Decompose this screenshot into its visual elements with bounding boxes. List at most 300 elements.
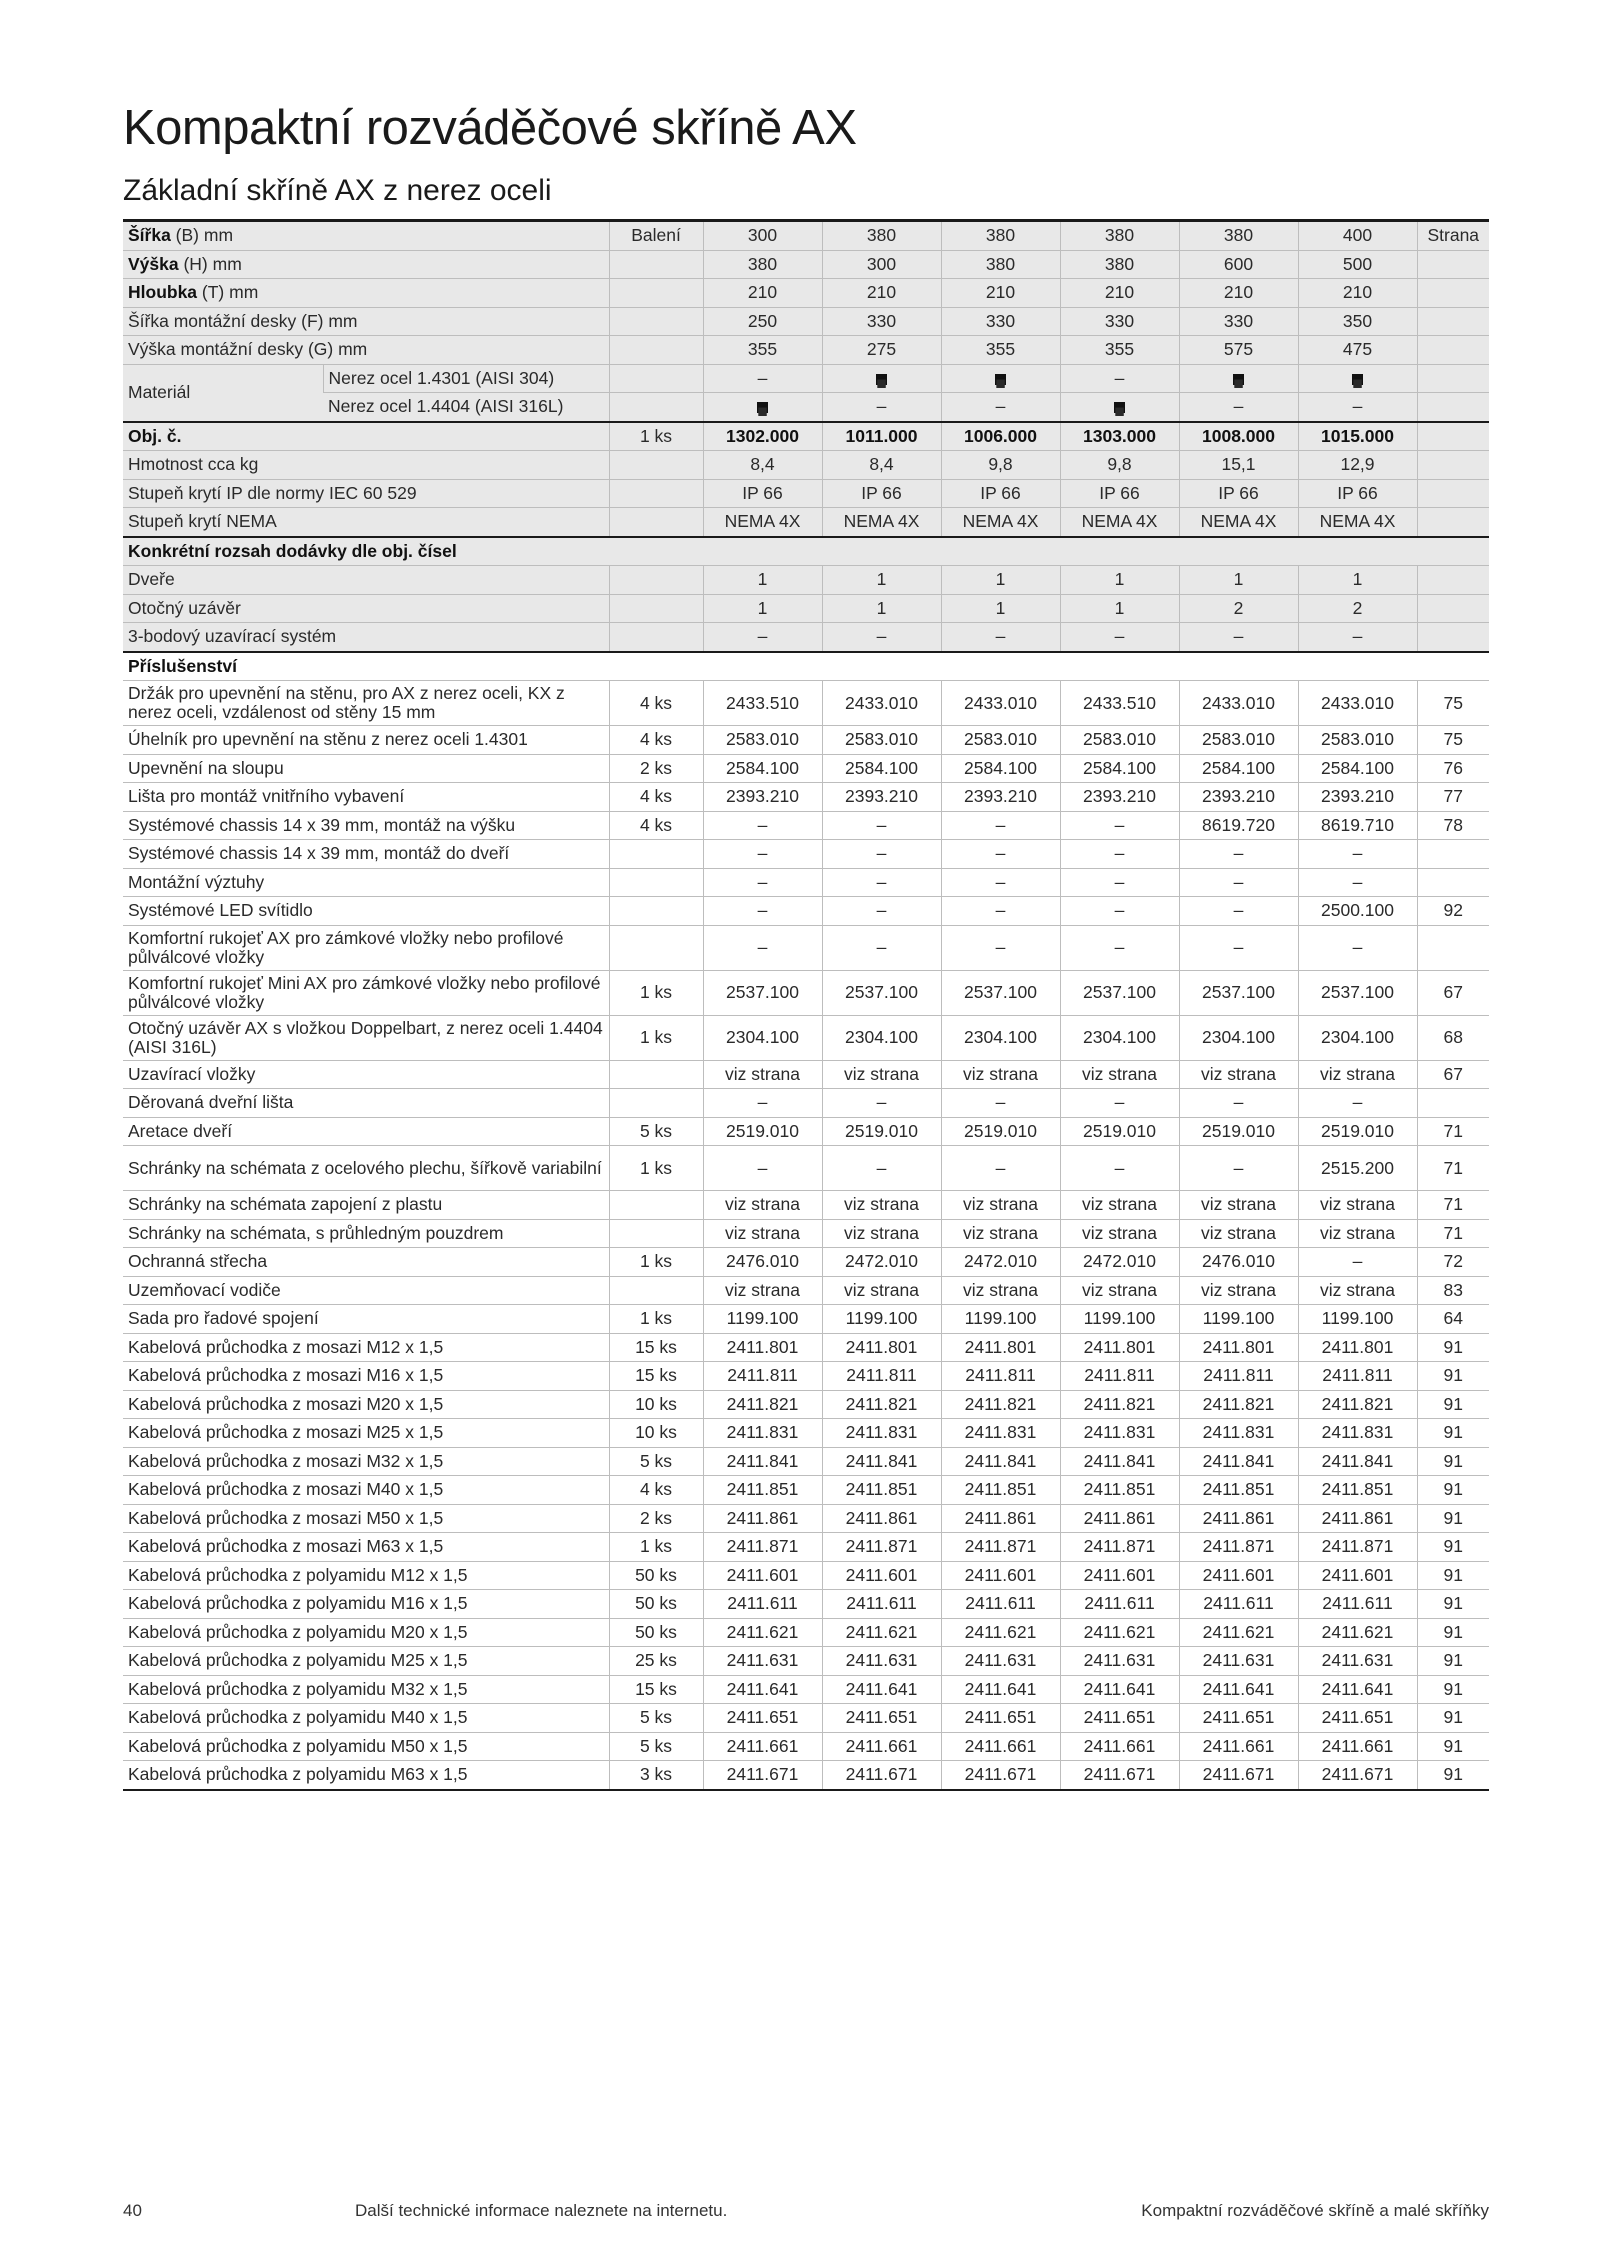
value-cell bbox=[941, 364, 1060, 393]
table-row bbox=[123, 623, 1489, 652]
row-label: Stupeň krytí IP dle normy IEC 60 529 bbox=[123, 479, 609, 508]
value-cell: 575 bbox=[1179, 336, 1298, 365]
value-cell: viz strana bbox=[1060, 1191, 1179, 1220]
label-rest: (B) mm bbox=[170, 225, 234, 246]
row-label: Kabelová průchodka z polyamidu M12 x 1,5 bbox=[123, 1561, 609, 1590]
value-cell: 210 bbox=[1179, 279, 1298, 308]
value-cell: 2411.841 bbox=[822, 1447, 941, 1476]
packaging-cell: 10 ks bbox=[609, 1390, 703, 1419]
value-cell: 2411.621 bbox=[1179, 1618, 1298, 1647]
value-cell: 2411.851 bbox=[1298, 1476, 1417, 1505]
page-ref-cell: 77 bbox=[1417, 783, 1489, 812]
page-ref-cell: 75 bbox=[1417, 726, 1489, 755]
value-cell: 1199.100 bbox=[703, 1305, 822, 1334]
value-cell: 2411.621 bbox=[1298, 1618, 1417, 1647]
row-label: Kabelová průchodka z polyamidu M20 x 1,5 bbox=[123, 1618, 609, 1647]
value-cell: 2411.821 bbox=[1179, 1390, 1298, 1419]
empty-cell bbox=[1417, 422, 1489, 451]
value-cell: 2411.831 bbox=[1060, 1419, 1179, 1448]
value-cell: – bbox=[941, 868, 1060, 897]
value-cell: viz strana bbox=[1060, 1276, 1179, 1305]
value-cell: 2583.010 bbox=[941, 726, 1060, 755]
value-cell: – bbox=[941, 897, 1060, 926]
table-row bbox=[123, 652, 1489, 681]
value-cell: – bbox=[703, 897, 822, 926]
value-cell: 2411.651 bbox=[1060, 1704, 1179, 1733]
value-cell: 1 bbox=[941, 566, 1060, 595]
value-cell: 2304.100 bbox=[1060, 1015, 1179, 1060]
table-row bbox=[123, 307, 1489, 336]
value-cell: 210 bbox=[703, 279, 822, 308]
value-cell: 2411.641 bbox=[703, 1675, 822, 1704]
header-packaging: Balení bbox=[609, 221, 703, 251]
value-cell: – bbox=[1179, 1146, 1298, 1191]
value-cell: 2411.801 bbox=[1298, 1333, 1417, 1362]
value-cell: 330 bbox=[1060, 307, 1179, 336]
value-cell: 2411.811 bbox=[1060, 1362, 1179, 1391]
value-cell: 2393.210 bbox=[703, 783, 822, 812]
label-rest: (T) mm bbox=[197, 282, 259, 303]
table-row bbox=[123, 1015, 1489, 1060]
value-cell: 2433.010 bbox=[822, 681, 941, 726]
row-label: Výška montážní desky (G) mm bbox=[123, 336, 609, 365]
value-cell: 2411.661 bbox=[822, 1732, 941, 1761]
value-cell: 2537.100 bbox=[822, 970, 941, 1015]
packaging-cell: 4 ks bbox=[609, 811, 703, 840]
packaging-cell bbox=[609, 897, 703, 926]
value-cell: – bbox=[822, 811, 941, 840]
table-row bbox=[123, 1117, 1489, 1146]
value-cell: 2411.861 bbox=[1298, 1504, 1417, 1533]
table-row bbox=[123, 1675, 1489, 1704]
value-cell: – bbox=[703, 623, 822, 652]
value-cell: 500 bbox=[1298, 250, 1417, 279]
value-cell: viz strana bbox=[822, 1191, 941, 1220]
value-cell: viz strana bbox=[703, 1276, 822, 1305]
value-cell: 2411.861 bbox=[1060, 1504, 1179, 1533]
empty-cell bbox=[1417, 594, 1489, 623]
table-row bbox=[123, 1504, 1489, 1533]
value-cell: 2500.100 bbox=[1298, 897, 1417, 926]
value-cell: 355 bbox=[1060, 336, 1179, 365]
row-label: Ochranná střecha bbox=[123, 1248, 609, 1277]
value-cell: 2411.641 bbox=[822, 1675, 941, 1704]
packaging-cell: 3 ks bbox=[609, 1761, 703, 1790]
table-row bbox=[123, 1089, 1489, 1118]
value-cell: – bbox=[703, 868, 822, 897]
value-cell: 1303.000 bbox=[1060, 422, 1179, 451]
value-cell: – bbox=[703, 925, 822, 970]
value-cell: viz strana bbox=[941, 1219, 1060, 1248]
value-cell: – bbox=[941, 1146, 1060, 1191]
value-cell: IP 66 bbox=[822, 479, 941, 508]
value-cell: 2 bbox=[1298, 594, 1417, 623]
value-cell: 2411.831 bbox=[703, 1419, 822, 1448]
value-cell: 2411.871 bbox=[1060, 1533, 1179, 1562]
row-label: Kabelová průchodka z polyamidu M40 x 1,5 bbox=[123, 1704, 609, 1733]
value-cell: 2411.841 bbox=[941, 1447, 1060, 1476]
table-row bbox=[123, 681, 1489, 726]
value-cell: – bbox=[822, 897, 941, 926]
value-cell: 2411.861 bbox=[941, 1504, 1060, 1533]
value-cell: 2411.671 bbox=[1179, 1761, 1298, 1790]
value-cell: 2411.821 bbox=[1298, 1390, 1417, 1419]
value-cell: 2411.841 bbox=[1298, 1447, 1417, 1476]
value-cell: 2411.601 bbox=[941, 1561, 1060, 1590]
value-cell: 2411.601 bbox=[703, 1561, 822, 1590]
value-cell: 1 bbox=[703, 566, 822, 595]
value-cell: 2411.631 bbox=[941, 1647, 1060, 1676]
value-cell: – bbox=[822, 1146, 941, 1191]
value-cell: 2411.631 bbox=[1298, 1647, 1417, 1676]
value-cell: 2411.651 bbox=[1298, 1704, 1417, 1733]
packaging-cell bbox=[609, 868, 703, 897]
value-cell: 210 bbox=[1060, 279, 1179, 308]
value-cell: 2433.010 bbox=[1298, 681, 1417, 726]
row-label: Komfortní rukojeť Mini AX pro zámkové vložky nebo profilové půlválcové vložky bbox=[123, 970, 609, 1015]
row-label: Systémové LED svítidlo bbox=[123, 897, 609, 926]
packaging-cell: 5 ks bbox=[609, 1732, 703, 1761]
table-row bbox=[123, 726, 1489, 755]
page-ref-cell: 72 bbox=[1417, 1248, 1489, 1277]
value-cell: – bbox=[822, 393, 941, 422]
value-cell: 1015.000 bbox=[1298, 422, 1417, 451]
value-cell: IP 66 bbox=[1179, 479, 1298, 508]
row-label: Kabelová průchodka z mosazi M20 x 1,5 bbox=[123, 1390, 609, 1419]
value-cell: 380 bbox=[1060, 221, 1179, 251]
value-cell bbox=[822, 364, 941, 393]
value-cell: 2411.801 bbox=[822, 1333, 941, 1362]
table-row bbox=[123, 537, 1489, 566]
table-row bbox=[123, 1647, 1489, 1676]
value-cell: 2476.010 bbox=[1179, 1248, 1298, 1277]
value-cell: viz strana bbox=[941, 1276, 1060, 1305]
table-row bbox=[123, 508, 1489, 537]
value-cell: 2584.100 bbox=[1060, 754, 1179, 783]
value-cell: – bbox=[1179, 897, 1298, 926]
table-row bbox=[123, 868, 1489, 897]
product-table bbox=[123, 219, 1489, 1791]
value-cell: 2411.811 bbox=[822, 1362, 941, 1391]
empty-cell bbox=[1417, 393, 1489, 422]
value-cell: 2411.811 bbox=[703, 1362, 822, 1391]
row-label: Schránky na schémata zapojení z plastu bbox=[123, 1191, 609, 1220]
empty-cell bbox=[609, 393, 703, 422]
value-cell: 2583.010 bbox=[1179, 726, 1298, 755]
value-cell: 2411.611 bbox=[1298, 1590, 1417, 1619]
empty-cell bbox=[609, 623, 703, 652]
table-row bbox=[123, 1362, 1489, 1391]
value-cell bbox=[1179, 364, 1298, 393]
value-cell: 2411.611 bbox=[1060, 1590, 1179, 1619]
packaging-cell: 1 ks bbox=[609, 970, 703, 1015]
order-number-label: Obj. č. bbox=[123, 422, 609, 451]
row-label: Systémové chassis 14 x 39 mm, montáž do dveří bbox=[123, 840, 609, 869]
row-label: Dveře bbox=[123, 566, 609, 595]
page-ref-cell: 91 bbox=[1417, 1704, 1489, 1733]
value-cell: – bbox=[1179, 393, 1298, 422]
page-ref-cell: 64 bbox=[1417, 1305, 1489, 1334]
table-row bbox=[123, 1276, 1489, 1305]
value-cell: 1 bbox=[822, 566, 941, 595]
table-row bbox=[123, 1533, 1489, 1562]
value-cell: – bbox=[1060, 623, 1179, 652]
page-ref-cell: 78 bbox=[1417, 811, 1489, 840]
value-cell bbox=[703, 393, 822, 422]
packaging-cell: 50 ks bbox=[609, 1618, 703, 1647]
row-label: Kabelová průchodka z mosazi M32 x 1,5 bbox=[123, 1447, 609, 1476]
page-ref-cell: 91 bbox=[1417, 1761, 1489, 1790]
value-cell: 1 bbox=[1060, 594, 1179, 623]
value-cell: 2411.671 bbox=[941, 1761, 1060, 1790]
value-cell: 12,9 bbox=[1298, 451, 1417, 480]
value-cell: viz strana bbox=[1298, 1276, 1417, 1305]
table-row bbox=[123, 1219, 1489, 1248]
row-label: Kabelová průchodka z mosazi M63 x 1,5 bbox=[123, 1533, 609, 1562]
packaging-cell: 2 ks bbox=[609, 754, 703, 783]
page-number: 40 bbox=[123, 2201, 142, 2220]
row-label: Kabelová průchodka z polyamidu M25 x 1,5 bbox=[123, 1647, 609, 1676]
value-cell: IP 66 bbox=[703, 479, 822, 508]
value-cell: NEMA 4X bbox=[703, 508, 822, 537]
packaging-cell: 5 ks bbox=[609, 1117, 703, 1146]
value-cell: – bbox=[1060, 811, 1179, 840]
page-ref-cell: 91 bbox=[1417, 1647, 1489, 1676]
page-ref-cell: 91 bbox=[1417, 1618, 1489, 1647]
value-cell: viz strana bbox=[703, 1219, 822, 1248]
value-cell: – bbox=[941, 623, 1060, 652]
value-cell: 2584.100 bbox=[1179, 754, 1298, 783]
value-cell: – bbox=[941, 840, 1060, 869]
material-label: Materiál bbox=[123, 364, 323, 422]
page-ref-cell bbox=[1417, 925, 1489, 970]
page-ref-cell: 71 bbox=[1417, 1219, 1489, 1248]
value-cell: 2411.801 bbox=[1060, 1333, 1179, 1362]
page-ref-cell bbox=[1417, 1089, 1489, 1118]
footer-section-title: Kompaktní rozváděčové skříně a malé skříňky bbox=[1141, 2201, 1489, 2220]
value-cell: 2411.611 bbox=[941, 1590, 1060, 1619]
packaging-cell bbox=[609, 925, 703, 970]
value-cell: 2393.210 bbox=[941, 783, 1060, 812]
value-cell: 2411.641 bbox=[1179, 1675, 1298, 1704]
value-cell: viz strana bbox=[822, 1276, 941, 1305]
value-cell: viz strana bbox=[1179, 1219, 1298, 1248]
value-cell: 9,8 bbox=[1060, 451, 1179, 480]
table-row bbox=[123, 1419, 1489, 1448]
row-label: Držák pro upevnění na stěnu, pro AX z nerez oceli, KX z nerez oceli, vzdálenost od stěny 15 mm bbox=[123, 681, 609, 726]
value-cell: 210 bbox=[941, 279, 1060, 308]
value-cell: 2411.831 bbox=[1298, 1419, 1417, 1448]
value-cell: 2537.100 bbox=[941, 970, 1060, 1015]
value-cell: viz strana bbox=[703, 1060, 822, 1089]
value-cell: viz strana bbox=[1060, 1060, 1179, 1089]
value-cell: 355 bbox=[703, 336, 822, 365]
value-cell: NEMA 4X bbox=[1179, 508, 1298, 537]
value-cell: 210 bbox=[822, 279, 941, 308]
value-cell: viz strana bbox=[822, 1219, 941, 1248]
table-row bbox=[123, 336, 1489, 365]
value-cell: 2411.831 bbox=[822, 1419, 941, 1448]
row-label: Uzavírací vložky bbox=[123, 1060, 609, 1089]
value-cell: 2537.100 bbox=[703, 970, 822, 1015]
value-cell: 2537.100 bbox=[1060, 970, 1179, 1015]
value-cell: – bbox=[1298, 393, 1417, 422]
row-label: Lišta pro montáž vnitřního vybavení bbox=[123, 783, 609, 812]
value-cell: 2304.100 bbox=[941, 1015, 1060, 1060]
section-subtitle: Základní skříně AX z nerez oceli bbox=[123, 174, 552, 207]
value-cell: 2411.801 bbox=[1179, 1333, 1298, 1362]
value-cell: viz strana bbox=[941, 1060, 1060, 1089]
packaging-cell: 4 ks bbox=[609, 1476, 703, 1505]
value-cell: 2411.831 bbox=[941, 1419, 1060, 1448]
row-label: Kabelová průchodka z mosazi M16 x 1,5 bbox=[123, 1362, 609, 1391]
value-cell: – bbox=[1060, 840, 1179, 869]
value-cell: 1 bbox=[1060, 566, 1179, 595]
value-cell: – bbox=[1060, 868, 1179, 897]
value-cell: 2519.010 bbox=[703, 1117, 822, 1146]
row-label: Kabelová průchodka z polyamidu M32 x 1,5 bbox=[123, 1675, 609, 1704]
value-cell: 2411.621 bbox=[941, 1618, 1060, 1647]
value-cell: IP 66 bbox=[1298, 479, 1417, 508]
value-cell: 2304.100 bbox=[1179, 1015, 1298, 1060]
table-row bbox=[123, 1333, 1489, 1362]
value-cell: 2411.831 bbox=[1179, 1419, 1298, 1448]
row-label bbox=[123, 221, 609, 251]
packaging-cell: 15 ks bbox=[609, 1362, 703, 1391]
empty-cell bbox=[1417, 250, 1489, 279]
table-row bbox=[123, 1732, 1489, 1761]
value-cell: 2411.661 bbox=[941, 1732, 1060, 1761]
page-ref-cell: 91 bbox=[1417, 1447, 1489, 1476]
row-label: Hmotnost cca kg bbox=[123, 451, 609, 480]
row-label: Kabelová průchodka z mosazi M50 x 1,5 bbox=[123, 1504, 609, 1533]
value-cell: 2411.601 bbox=[1298, 1561, 1417, 1590]
value-cell: 1199.100 bbox=[822, 1305, 941, 1334]
empty-cell bbox=[609, 508, 703, 537]
value-cell: 2411.671 bbox=[822, 1761, 941, 1790]
table-row bbox=[123, 566, 1489, 595]
value-cell: – bbox=[822, 623, 941, 652]
value-cell: 2411.871 bbox=[1179, 1533, 1298, 1562]
value-cell: 2411.601 bbox=[1060, 1561, 1179, 1590]
value-cell: – bbox=[703, 811, 822, 840]
empty-cell bbox=[609, 307, 703, 336]
value-cell: – bbox=[1060, 1089, 1179, 1118]
page-ref-cell: 71 bbox=[1417, 1191, 1489, 1220]
empty-cell bbox=[1417, 279, 1489, 308]
value-cell: 8619.720 bbox=[1179, 811, 1298, 840]
table-row bbox=[123, 1761, 1489, 1790]
value-cell: NEMA 4X bbox=[1298, 508, 1417, 537]
value-cell: – bbox=[1060, 1146, 1179, 1191]
value-cell: 2411.851 bbox=[703, 1476, 822, 1505]
table-row bbox=[123, 1390, 1489, 1419]
page-ref-cell: 71 bbox=[1417, 1146, 1489, 1191]
value-cell: 2411.871 bbox=[703, 1533, 822, 1562]
footer-note: Další technické informace naleznete na internetu. bbox=[355, 2201, 728, 2220]
table-row bbox=[123, 754, 1489, 783]
table-row bbox=[123, 1305, 1489, 1334]
table-row bbox=[123, 1447, 1489, 1476]
page-title: Kompaktní rozváděčové skříně AX bbox=[123, 101, 857, 155]
value-cell: viz strana bbox=[941, 1191, 1060, 1220]
value-cell: 2584.100 bbox=[822, 754, 941, 783]
value-cell: 2472.010 bbox=[822, 1248, 941, 1277]
value-cell: 330 bbox=[822, 307, 941, 336]
empty-cell bbox=[1417, 364, 1489, 393]
row-label: Systémové chassis 14 x 39 mm, montáž na výšku bbox=[123, 811, 609, 840]
value-cell: 1302.000 bbox=[703, 422, 822, 451]
packaging-cell bbox=[609, 1089, 703, 1118]
value-cell: 2411.611 bbox=[1179, 1590, 1298, 1619]
empty-cell bbox=[609, 594, 703, 623]
value-cell: – bbox=[703, 1146, 822, 1191]
row-label: Stupeň krytí NEMA bbox=[123, 508, 609, 537]
page-ref-cell: 91 bbox=[1417, 1390, 1489, 1419]
value-cell: – bbox=[1060, 925, 1179, 970]
label-bold: Šířka bbox=[128, 225, 171, 246]
value-cell: 2433.510 bbox=[703, 681, 822, 726]
value-cell: 2411.631 bbox=[822, 1647, 941, 1676]
value-cell: 2411.841 bbox=[1179, 1447, 1298, 1476]
packaging-cell: 15 ks bbox=[609, 1675, 703, 1704]
row-label: Komfortní rukojeť AX pro zámkové vložky nebo profilové půlválcové vložky bbox=[123, 925, 609, 970]
page-ref-cell: 91 bbox=[1417, 1476, 1489, 1505]
value-cell: 1 bbox=[941, 594, 1060, 623]
row-label: Kabelová průchodka z mosazi M40 x 1,5 bbox=[123, 1476, 609, 1505]
value-cell: 330 bbox=[941, 307, 1060, 336]
row-label: Sada pro řadové spojení bbox=[123, 1305, 609, 1334]
row-label: Děrovaná dveřní lišta bbox=[123, 1089, 609, 1118]
value-cell: 2411.871 bbox=[1298, 1533, 1417, 1562]
value-cell: 2411.851 bbox=[1060, 1476, 1179, 1505]
value-cell: viz strana bbox=[1179, 1191, 1298, 1220]
packaging-cell: 1 ks bbox=[609, 1248, 703, 1277]
value-cell: viz strana bbox=[822, 1060, 941, 1089]
packaging-cell: 50 ks bbox=[609, 1590, 703, 1619]
row-label: Upevnění na sloupu bbox=[123, 754, 609, 783]
value-cell: 2411.621 bbox=[1060, 1618, 1179, 1647]
header-page: Strana bbox=[1417, 221, 1489, 251]
filled-square-icon: ■ bbox=[1114, 401, 1125, 422]
value-cell: – bbox=[822, 1089, 941, 1118]
value-cell: 350 bbox=[1298, 307, 1417, 336]
packaging-cell: 10 ks bbox=[609, 1419, 703, 1448]
value-cell: 2393.210 bbox=[1298, 783, 1417, 812]
value-cell: 380 bbox=[941, 221, 1060, 251]
value-cell: 2411.841 bbox=[1060, 1447, 1179, 1476]
value-cell: 210 bbox=[1298, 279, 1417, 308]
value-cell: 355 bbox=[941, 336, 1060, 365]
table-row bbox=[123, 1248, 1489, 1277]
value-cell: – bbox=[1179, 623, 1298, 652]
value-cell: – bbox=[1298, 840, 1417, 869]
value-cell: 380 bbox=[1060, 250, 1179, 279]
value-cell: – bbox=[941, 1089, 1060, 1118]
value-cell: viz strana bbox=[1298, 1060, 1417, 1089]
value-cell: 2411.661 bbox=[1179, 1732, 1298, 1761]
value-cell: viz strana bbox=[1060, 1219, 1179, 1248]
page-ref-cell: 83 bbox=[1417, 1276, 1489, 1305]
value-cell: 2411.851 bbox=[1179, 1476, 1298, 1505]
value-cell: 1 bbox=[1179, 566, 1298, 595]
packaging-cell bbox=[609, 1191, 703, 1220]
table-row bbox=[123, 897, 1489, 926]
value-cell: 1 bbox=[703, 594, 822, 623]
value-cell: 600 bbox=[1179, 250, 1298, 279]
page-ref-cell: 76 bbox=[1417, 754, 1489, 783]
value-cell: 2515.200 bbox=[1298, 1146, 1417, 1191]
